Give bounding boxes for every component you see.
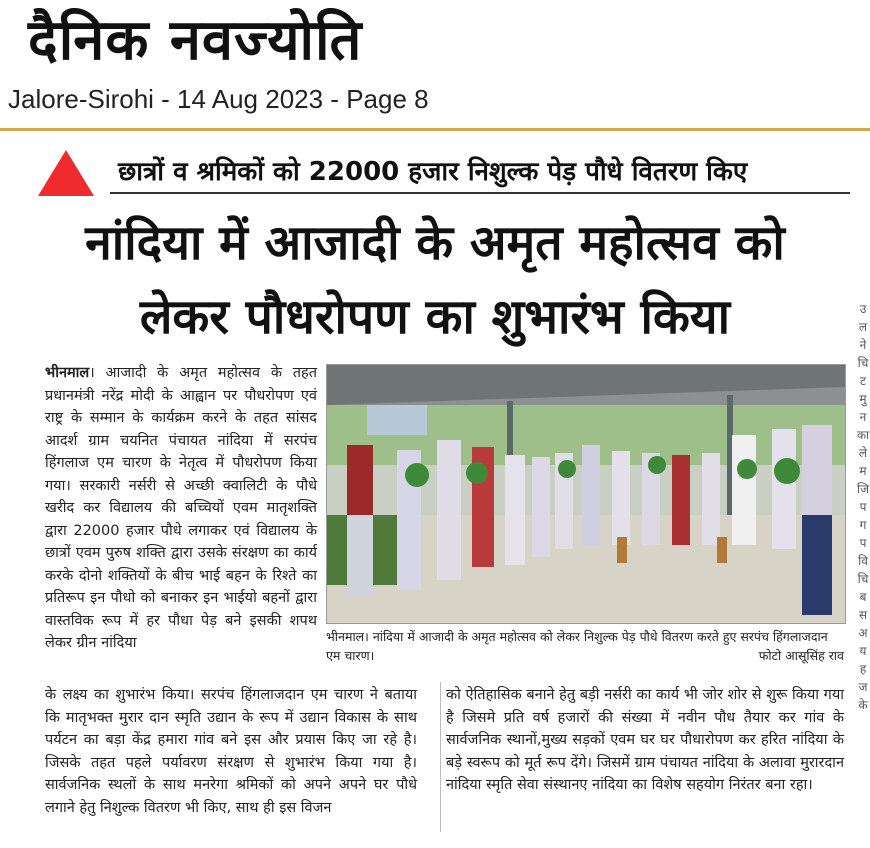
column-divider: [440, 682, 441, 832]
edition-line: Jalore-Sirohi - 14 Aug 2023 - Page 8: [8, 84, 429, 114]
photo-caption: [326, 627, 844, 665]
news-photo: [326, 364, 846, 624]
article-text-left: । आजादी के अमृत महोत्सव के तहत प्रधानमंत्री नरेंद्र मोदी के आह्वान पर पौधरोपण एवं राष्ट्र के सम्मान के कार्यक्रम करने के तहत सांसद आदर्श ग्राम चयनित पंचायत नांदिया में सरपंच हिंगलाज एम चारण के नेतृत्व में पौधरोपण किया गया। सरकारी नर्सरी से अच्छी क्वालिटी के पौधे खरीद कर विद्यालय की बच्चियों एवम मातृशक्ति द्वारा 22000 हजार पौधे लगाकर एवं विद्यालय के छात्रों एवम पुरुष शक्ति द्वारा उसके संरक्षण का कार्य करके दोनो शक्तियों के बीच भाई बहन के रिश्ते का प्रतिरूप इन पौधो को बनाकर इन भाईयो बहनों द्वारा वास्तविक रूप में हर पौधा पेड़ बने इसकी शपथ लेकर ग्रीन नांदिया: [45, 365, 317, 651]
article-column-bottom-left: के लक्ष्य का शुभारंभ किया। सरपंच हिंगलाजदान एम चारण ने बताया कि मातृभक्त मुरार दान स्मृति उद्यान के रूप में उद्यान विकास के साथ पर्यटन का बड़ा केंद्र हमारा गांव बने इस और प्रयास किए जा रहे है। जिसके तहत पहले पर्यावरण संरक्षण से शुभारंभ किया गया है। सार्वजनिक स्थलों के साथ मनरेगा श्रमिकों को अपने अपने घर पौधे लगाने हेतु निशुल्क वितरण भी किए, साथ ही इस विजन: [45, 687, 417, 816]
article-column-bottom-right: को ऐतिहासिक बनाने हेतु बड़ी नर्सरी का कार्य भी जोर शोर से शुरू किया गया है जिसमे प्रति वर्ष हजारों की संख्या में नवीन पौध तैयार कर गांव के सार्वजनिक स्थानों,मुख्य सड़कों एवम घर घर पौधारोपण कर हरित नांदिया के बड़े स्वरूप को मूर्त रूप देंगे। जिसमें ग्राम पंचायत नांदिया के अलावा मुरारदान नांदिया स्मृति सेवा संस्थानए नांदिया का विशेष सहयोग निरंतर बना रहा।: [446, 687, 844, 793]
kicker-rule: [110, 192, 850, 194]
photo-caption-text: भीनमाल। नांदिया में आजादी के अमृत महोत्सव को लेकर निशुल्क पेड़ पौधे वितरण करते हुए सरपंच हिंगलाजदान एम चारण।: [326, 629, 828, 663]
masthead-rule: [0, 128, 870, 131]
dateline: भीनमाल: [45, 365, 90, 381]
kicker-headline: छात्रों व श्रमिकों को 22000 हजार निशुल्क पेड़ पौधे वितरण किए: [118, 157, 748, 187]
headline-line-1: नांदिया में आजादी के अमृत महोत्सव को: [85, 215, 785, 271]
article-column-left: [45, 362, 317, 655]
adjacent-article-edge: उ ल ने चि ट मु न का ले म जि प ग प वि चि ब स अ य ह ज के: [856, 302, 870, 712]
students-planting-photo: [327, 365, 845, 623]
newspaper-masthead: दैनिक नवज्योति: [28, 8, 363, 73]
triangle-icon: [38, 150, 94, 196]
headline-line-2: लेकर पौधरोपण का शुभारंभ किया: [139, 289, 731, 345]
photo-credit: फोटो आसूसिंह राव: [758, 648, 844, 663]
